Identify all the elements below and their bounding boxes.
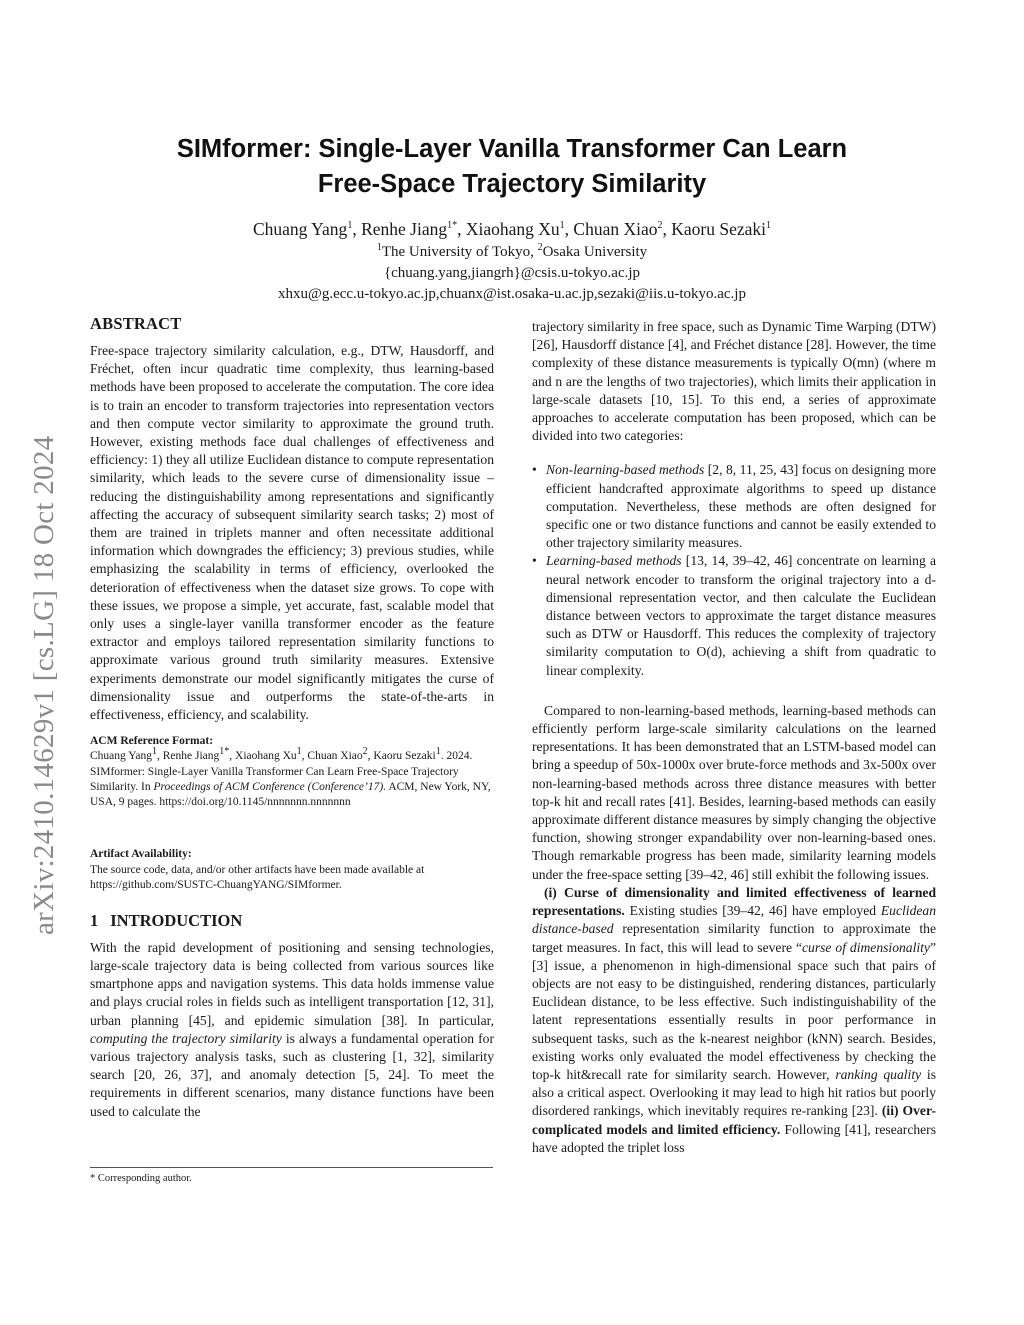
left-column: [90, 314, 494, 1121]
list-item: • Non-learning-based methods [2, 8, 11, 25, 43] focus on designing more efficient handcrafted approximate algorithms to speed up distance computation. Nevertheless, these methods are often designed for specific one or two distance functions and cannot be easily extended to other trajectory similarity measures.: [532, 462, 937, 551]
footnote: * Corresponding author.: [90, 1173, 192, 1184]
author-affil-mark: 1: [766, 220, 772, 232]
author-name: Chuang Yang: [252, 219, 348, 239]
artifact-text: The source code, data, and/or other artifacts have been made available at https://github.com/SUSTC-ChuangYANG/SIMformer.: [90, 863, 425, 892]
affiliations: [100, 242, 924, 305]
author-name: Xiaohang Xu: [465, 219, 560, 239]
list-item: • Learning-based methods [13, 14, 39–42, 46] concentrate on learning a neural network encoder to transform the original trajectory into a d-dimensional representation vector, and then calculate the Euclidean distance between vectors to approximate the target distance measures such as DTW or Hausdorff. This reduces the complexity of trajectory similarity computation to O(d), achieving a shift from quadratic to linear complexity.: [532, 553, 937, 678]
email-line-2: xhxu@g.ecc.u-tokyo.ac.jp,chuanx@ist.osaka-u.ac.jp,sezaki@iis.u-tokyo.ac.jp: [278, 286, 746, 302]
author-affil-mark: 1*: [447, 220, 458, 232]
author-affil-mark: 1: [347, 220, 353, 232]
footnote-divider: [90, 1167, 493, 1168]
affiliation-line: $^1$The University of Tokyo, $^2$Osaka University: [376, 242, 648, 260]
author-name: Kaoru Sezaki: [671, 219, 767, 239]
paper-title: [100, 132, 924, 202]
right-paragraph-3: (i) Curse of dimensionality and limited effectiveness of learned representations. Existing studies [39–42, 46] have employed Euclidean distance-based representation similarity function to approximate the target measures. In fact, this will lead to severe “curse of dimensionality” [3] issue, a phenomenon in high-dimensional space such that pairs of objects are not easy to be distinguished, rendering distances, particularly Euclidean distance, to be less effective. Such indistinguishability of the latent representations essentially results in poor performance in subsequent tasks, such as the k-nearest neighbor (kNN) search. Besides, existing works only evaluated the model effectiveness by checking the top-k hit&recall rate for similarity search. However, ranking quality is also a critical aspect. Overlooking it may lead to high hit ratios but poorly disordered rankings, which inevitably requires re-ranking [23]. (ii) Over-complicated models and limited efficiency. Following [41], researchers have adopted the triplet loss: [532, 884, 937, 1155]
title-line-2: Free-Space Trajectory Similarity: [317, 170, 707, 198]
right-paragraph-2: Compared to non-learning-based methods, learning-based methods can efficiently perform large-scale similarity calculations on the learned representations. It has been demonstrated that an LSTM-based model can bring a speedup of 50x-1000x over brute-force methods and 3x-500x over non-learning-based methods across three distance measures with better top-k hit and recall rates [41]. Besides, learning-based methods can easily approximate different distance measures by simply changing the objective function, showing stronger expandability over non-learning-based ones. Though remarkable progress has been made, similarity learning models under the free-space setting [39–42, 46] still exhibit the following issues.: [532, 702, 936, 882]
right-column: [532, 318, 936, 1157]
title-line-1: SIMformer: Single-Layer Vanilla Transformer Can Learn: [176, 135, 848, 163]
author-name: Renhe Jiang: [361, 219, 448, 239]
section-heading-introduction: 1 INTRODUCTION: [90, 910, 243, 930]
author-affil-mark: 2: [657, 220, 663, 232]
intro-paragraph: With the rapid development of positioning and sensing technologies, large-scale trajectory data is being collected from various sources like smartphone apps and navigation systems. This data holds immense value and plays crucial roles in fields such as intelligent transportation [12, 31], urban planning [45], and epidemic simulation [38]. In particular, computing the trajectory similarity is always a fundamental operation for various trajectory analysis tasks, such as clustering [1, 32], similarity search [20, 26, 37], and anomaly detection [5, 24]. To meet the requirements in different scenarios, many distance functions have been used to calculate the: [90, 939, 494, 1119]
acm-ref-heading: ACM Reference Format:: [90, 735, 214, 748]
acm-ref-text: Chuang Yang$^1$, Renhe Jiang$^{1*}$, Xiaohang Xu$^1$, Chuan Xiao$^2$, Kaoru Sezaki$^1$. 2024. SIMformer: Single-Layer Vanilla Transformer Can Learn Free-Space Trajectory Similarity. In Proceedings of ACM Conference (Conference’17). ACM, New York, NY, USA, 9 pages. https://doi.org/10.1145/nnnnnnn.nnnnnnn: [90, 746, 491, 809]
author-affil-mark: 1: [559, 220, 565, 232]
email-line-1: {chuang.yang,jiangrh}@csis.u-tokyo.ac.jp: [383, 265, 641, 281]
author-list: Chuang Yang$^1$, Renhe Jiang$^{1*}$, Xiaohang Xu$^1$, Chuan Xiao$^2$, Kaoru Sezaki$^1$: [252, 219, 772, 239]
abstract-heading: ABSTRACT: [90, 314, 182, 333]
method-category-list: [532, 461, 936, 679]
author-name: Chuan Xiao: [573, 219, 658, 239]
abstract-text: Free-space trajectory similarity calculation, e.g., DTW, Hausdorff, and Fréchet, often incur quadratic time complexity, thus learning-based methods have been proposed to accelerate the computation. The core idea is to train an encoder to transform trajectories into representation vectors and then compute vector similarity to approximate the ground truth. However, existing methods face dual challenges of effectiveness and efficiency: 1) they all utilize Euclidean distance to compute representation similarity, which leads to the severe curse of dimensionality issue – reducing the distinguishability among representations and significantly affecting the accuracy of subsequent similarity search tasks; 2) most of them are trained in triplets manner and often necessitate additional information which downgrades the efficiency; 3) previous studies, while emphasizing the scalability in terms of efficiency, overlooked the deterioration of effectiveness when the dataset size grows. To cope with these issues, we propose a simple, yet accurate, fast, scalable model that only uses a single-layer vanilla transformer encoder as the feature extractor and employs tailored representation similarity functions to approximate various ground truth similarity measures. Extensive experiments demonstrate our model significantly mitigates the curse of dimensionality issue and outperforms the state-of-the-arts in effectiveness, efficiency, and scalability.: [90, 343, 495, 723]
arxiv-identifier: arXiv:2410.14629v1 [cs.LG] 18 Oct 2024: [28, 435, 60, 935]
artifact-heading: Artifact Availability:: [90, 847, 192, 860]
right-paragraph-1: trajectory similarity in free space, such as Dynamic Time Warping (DTW) [26], Hausdorff distance [4], and Fréchet distance [28]. However, the time complexity of these distance measurements is typically O(mn) (where m and n are the lengths of two trajectories), which limits their application in large-scale datasets [10, 15]. To this end, a series of approximate approaches to accelerate computation has been proposed, which can be divided into two categories:: [532, 319, 936, 444]
